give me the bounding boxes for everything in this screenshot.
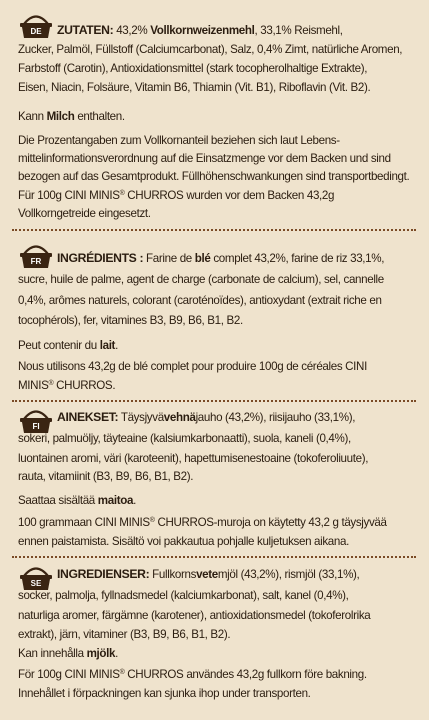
fr-line-2: sucre, huile de palme, agent de charge (carbonate de calcium), sel, cannelle — [18, 273, 384, 286]
de-line-6: Die Prozentangaben zum Vollkornanteil beziehen sich laut Lebens- — [18, 134, 340, 147]
se-line-3: naturliga aromer, färgämne (karotener), antioxidationsmedel (tokoferolrika — [18, 609, 371, 622]
fr-flag-basket-icon — [17, 239, 55, 269]
fi-allergen-note: Saattaa sisältää maitoa. — [18, 494, 136, 507]
fr-line-7: MINIS® CHURROS. — [18, 379, 116, 392]
fi-line-7: ennen paistamista. Sisältö voi pakkautua pohjalle kuljetuksen aikana. — [18, 535, 349, 548]
fr-language-code: FR — [30, 257, 42, 266]
se-language-code: SE — [30, 579, 42, 588]
de-line-7: mittelinformationsverordnung auf die Einsatzmenge vor dem Backen und sind — [18, 152, 391, 165]
fi-line-4: rauta, vitamiinit (B3, B9, B6, B1, B2). — [18, 470, 194, 483]
fr-allergen-note: Peut contenir du lait. — [18, 339, 118, 352]
fi-flag-basket-icon — [17, 404, 55, 434]
se-line-2: socker, palmolja, fyllnadsmedel (kalciumkarbonat), salt, kanel (0,4%), — [18, 589, 349, 602]
de-line-4: Eisen, Niacin, Folsäure, Vitamin B6, Thiamin (Vit. B1), Riboflavin (Vit. B2). — [18, 81, 371, 94]
de-allergen-note: Kann Milch enthalten. — [18, 110, 125, 123]
fr-line-4: tocophérols), fer, vitamines B3, B9, B6, B1, B2. — [18, 314, 243, 327]
fi-line-6: 100 grammaan CINI MINIS® CHURROS-muroja on käytetty 43,2 g täysjyvää — [18, 516, 387, 529]
fi-line-2: sokeri, palmuöljy, täyteaine (kalsiumkarbonaatti), suola, kaneli (0,4%), — [18, 432, 351, 445]
se-line-1: INGREDIENSER: Fullkornsvetemjöl (43,2%), rismjöl (33,1%), — [57, 567, 360, 581]
de-line-3: Farbstoff (Carotin), Antioxidationsmittel (stark tocopherolhaltige Extrakte), — [18, 62, 368, 75]
fr-line-6: Nous utilisons 43,2g de blé complet pour produire 100g de céréales CINI — [18, 360, 367, 373]
de-line-1: ZUTATEN: 43,2% Vollkornweizenmehl, 33,1% Reismehl, — [57, 23, 343, 37]
fr-line-3: 0,4%, arômes naturels, colorant (caroténoïdes), antioxydant (extrait riche en — [18, 294, 382, 307]
fi-line-3: luontainen aromi, väri (karoteenit), hapettumisenestoaine (tokoferoliuute), — [18, 452, 369, 465]
fi-line-1: AINEKSET: Täysjyvävehnäjauho (43,2%), riisijauho (33,1%), — [57, 410, 356, 424]
de-language-code: DE — [30, 27, 42, 36]
se-line-7: Innehållet i förpackningen kan sjunka ihop under transporten. — [18, 687, 311, 700]
de-line-8: bezogen auf das Gesamtprodukt. Füllhöhenschwankungen sind transportbedingt. — [18, 170, 410, 183]
de-line-10: Vollkorngetreide eingesetzt. — [18, 207, 151, 220]
fi-language-code: FI — [32, 422, 40, 431]
de-line-9: Für 100g CINI MINIS® CHURROS wurden vor dem Backen 43,2g — [18, 189, 335, 202]
fr-line-1: INGRÉDIENTS : Farine de blé complet 43,2%, farine de riz 33,1%, — [57, 251, 385, 265]
se-flag-basket-icon — [17, 561, 55, 591]
se-line-6: För 100g CINI MINIS® CHURROS användes 43,2g fullkorn före bakning. — [18, 668, 367, 681]
se-line-4: extrakt), järn, vitaminer (B3, B9, B6, B1, B2). — [18, 628, 231, 641]
de-flag-basket-icon — [17, 9, 55, 39]
divider — [12, 556, 416, 558]
se-allergen-note: Kan innehålla mjölk. — [18, 647, 118, 660]
divider — [12, 400, 416, 402]
de-line-2: Zucker, Palmöl, Füllstoff (Calciumcarbonat), Salz, 0,4% Zimt, natürliche Aromen, — [18, 43, 403, 56]
divider — [12, 229, 416, 231]
